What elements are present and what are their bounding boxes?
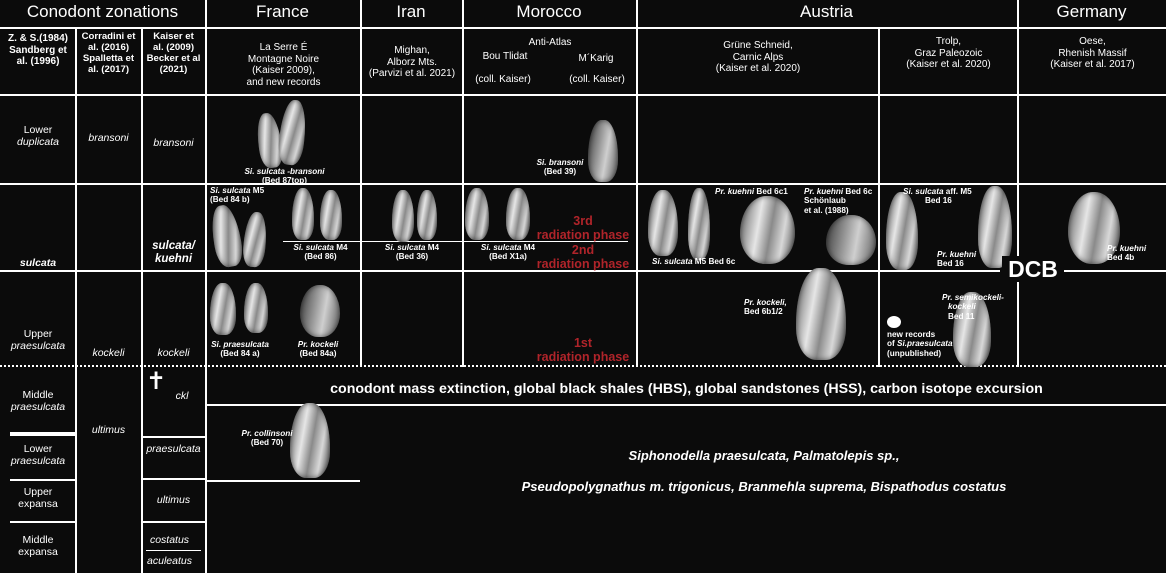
fossil-specimen: [210, 283, 236, 335]
label-mo2: Si. sulcata M4 (Bed X1a): [480, 243, 536, 262]
zone-c-aculeatus: aculeatus: [147, 555, 192, 567]
third-radiation-phase: 3rd radiation phase: [536, 214, 630, 243]
fossil-specimen: [392, 190, 414, 242]
zone-c-ultimus: ultimus: [156, 494, 191, 506]
subheader-kaiser: Kaiser et al. (2009) Becker et al (2021): [146, 31, 201, 76]
zone-c-bransoni: bransoni: [153, 137, 194, 149]
label-fr2: Si. sulcata M5 (Bed 84 b): [210, 186, 265, 205]
first-radiation-phase: 1st radiation phase: [536, 336, 630, 365]
label-ge1: Pr. kuehni Bed 4b: [1107, 244, 1147, 263]
fossil-specimen: [208, 203, 245, 269]
fossil-specimen: [688, 188, 710, 260]
label-tr3: new records of Si.praesulcata (unpublished): [887, 330, 953, 358]
divider: [146, 550, 201, 551]
fossil-specimen: [465, 188, 489, 240]
subheader-corradini: Corradini et al. (2016) Spalletta et al. (2017): [81, 31, 136, 76]
zone-middle-praesulcata: Middle praesulcata: [10, 389, 66, 414]
extinction-cross-icon: ✝: [145, 367, 167, 395]
zone-sulcata: sulcata: [19, 257, 57, 269]
second-radiation-phase: 2nd radiation phase: [536, 243, 630, 272]
fossil-specimen: [588, 120, 618, 182]
subheader-grune-schneid: Grüne Schneid, Carnic Alps (Kaiser et al. 2020): [715, 40, 801, 74]
divider: [0, 183, 1166, 185]
label-tr4: Pr. semikockeli- kockeli Bed 11: [942, 293, 1004, 321]
subheader-mkarig-coll: (coll. Kaiser): [569, 74, 625, 85]
subheader-oese: Oese, Rhenish Massif (Kaiser et al. 2017): [1050, 36, 1135, 70]
zone-c-costatus: costatus: [149, 534, 190, 546]
label-fr1: Si. sulcata -bransoni (Bed 87top): [244, 167, 325, 186]
header-iran: Iran: [396, 2, 426, 21]
fossil-specimen: [506, 188, 530, 240]
fossil-specimen: [300, 285, 340, 337]
fossil-specimen: [648, 190, 678, 256]
subheader-france: La Serre É Montagne Noire (Kaiser 2009), and new records: [246, 42, 321, 88]
header-austria: Austria: [800, 2, 853, 21]
label-fr4: Si. praesulcata (Bed 84 a): [211, 340, 269, 359]
zone-upper-expansa: Upper expansa: [18, 486, 58, 511]
label-au1: Pr. kuehni Bed 6c1: [715, 187, 788, 196]
zone-c-sulcata-kuehni: sulcata/ kuehni: [152, 240, 195, 266]
divider: [10, 432, 75, 436]
label-fr5: Pr. kockeli (Bed 84a): [297, 340, 339, 359]
zone-b-ultimus: ultimus: [91, 424, 126, 436]
fossil-specimen: [796, 268, 846, 360]
subheader-trolp: Trolp, Graz Paleozoic (Kaiser et al. 2020): [906, 36, 991, 70]
divider: [0, 94, 1166, 96]
header-morocco: Morocco: [516, 2, 582, 21]
label-fr6: Pr. collinsoni (Bed 70): [241, 429, 293, 448]
divider: [141, 436, 205, 438]
white-dot-marker: [887, 316, 901, 328]
label-fr3: Si. sulcata M4 (Bed 86): [293, 243, 348, 262]
fossil-specimen: [242, 211, 269, 268]
zone-c-ckl: ckl: [175, 390, 189, 402]
label-mo1: Si. bransoni (Bed 39): [536, 158, 584, 177]
zone-middle-expansa: Middle expansa: [18, 534, 58, 559]
fossil-specimen: [826, 215, 876, 265]
divider: [205, 480, 360, 482]
fossil-specimen: [244, 283, 268, 333]
divider: [205, 27, 1166, 29]
taxa-line-1: Siphonodella praesulcata, Palmatolepis sp.,: [628, 448, 900, 463]
label-ir1: Si. sulcata M4 (Bed 36): [384, 243, 440, 262]
divider: [205, 404, 1166, 406]
divider: [141, 478, 205, 480]
label-tr2: Pr. kuehni Bed 16: [937, 250, 977, 269]
header-germany: Germany: [1056, 2, 1127, 21]
header-zonations: Conodont zonations: [26, 2, 179, 21]
fossil-specimen: [320, 190, 342, 240]
label-au4: Pr. kockeli, Bed 6b1/2: [744, 298, 787, 317]
fossil-specimen: [277, 99, 309, 166]
taxa-line-2: Pseudopolygnathus m. trigonicus, Branmehla suprema, Bispathodus costatus: [521, 479, 1007, 494]
dcb-label: DCB: [1002, 256, 1064, 282]
divider: [75, 28, 77, 573]
label-tr1: Si. sulcata aff. M5 Bed 16: [903, 187, 972, 206]
subheader-morocco-region: Anti-Atlas: [528, 37, 572, 48]
zone-lower-duplicata: Lower duplicata: [16, 124, 60, 149]
divider: [141, 521, 205, 523]
zone-b-kockeli: kockeli: [92, 347, 125, 359]
header-france: France: [256, 2, 309, 21]
zone-b-bransoni: bransoni: [88, 132, 129, 144]
divider: [0, 270, 1000, 272]
zone-lower-praesulcata: Lower praesulcata: [10, 443, 66, 468]
label-au2: Pr. kuehni Bed 6c Schönlaub et al. (1988): [804, 187, 873, 215]
fossil-specimen: [292, 188, 314, 240]
divider: [1064, 270, 1166, 272]
fossil-specimen: [417, 190, 437, 240]
subheader-mkarig: M´Karig: [578, 53, 614, 64]
subheader-zs: Z. & S.(1984) Sandberg et al. (1996): [7, 33, 69, 67]
zone-c-kockeli: kockeli: [157, 347, 190, 359]
label-au3: Si. sulcata M5 Bed 6c: [652, 257, 736, 266]
divider: [10, 479, 75, 481]
subheader-bou-tlidat-coll: (coll. Kaiser): [475, 74, 531, 85]
zone-c-praesulcata: praesulcata: [146, 443, 201, 455]
divider: [10, 521, 75, 523]
dotted-boundary: [0, 365, 1166, 367]
zone-upper-praesulcata: Upper praesulcata: [10, 328, 66, 353]
fossil-specimen: [740, 196, 795, 264]
divider: [141, 28, 143, 573]
subheader-iran: Mighan, Alborz Mts. (Parvizi et al. 2021): [368, 45, 456, 79]
divider: [0, 27, 205, 29]
extinction-event-text: conodont mass extinction, global black shales (HBS), global sandstones (HSS), carbon isotope excursion: [330, 381, 1043, 397]
divider: [878, 28, 880, 367]
subheader-bou-tlidat: Bou Tlidat: [482, 51, 528, 62]
